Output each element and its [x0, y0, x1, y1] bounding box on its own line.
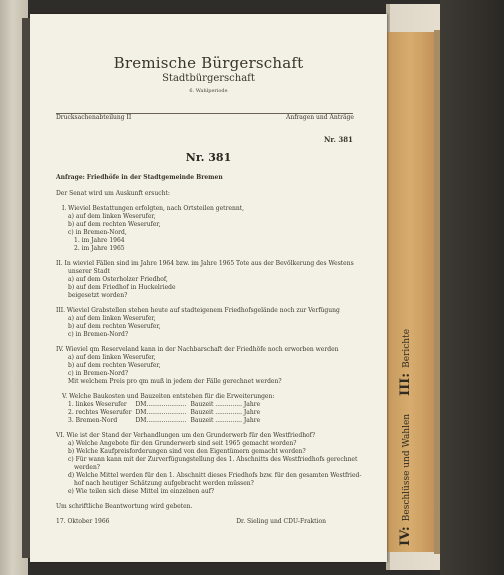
table-cell: DM.....................	[135, 401, 187, 408]
header-title: Bremische Bürgerschaft	[113, 54, 304, 72]
tab-label-berichte[interactable]	[394, 329, 413, 396]
table-cell: Bauzeit .............. Jahre	[190, 409, 261, 416]
binder-spine	[440, 0, 504, 575]
table-cell: 1. linkes Weserufer	[68, 401, 127, 408]
question-4-a: a) auf dem linken Weserufer,	[68, 354, 156, 361]
question-2: II. In wieviel Fällen sind im Jahre 1964 bzw. im Jahre 1965 Tote aus der Bevölkerung des Westens	[56, 260, 354, 267]
question-1-a: a) auf dem linken Weserufer,	[68, 213, 156, 220]
table-cell: Bauzeit .............. Jahre	[190, 401, 261, 408]
document-date: 17. Oktober 1966	[56, 518, 110, 525]
question-6: VI. Wie ist der Stand der Verhandlungen um den Grunderwerb für den Westfriedhof?	[56, 432, 316, 439]
tab-text: Berichte	[402, 328, 412, 368]
section-label: Drucksachenabteilung II	[56, 114, 132, 121]
question-3-a: a) auf dem linken Weserufer,	[68, 315, 156, 322]
question-6-d: d) Welche Mittel werden für den 1. Abschnitt dieses Friedhofs bzw. für den gesamten Westfried-	[68, 472, 362, 479]
question-6-e: e) Wie teilen sich diese Mittel im einzelnen auf?	[68, 488, 215, 495]
tab-label-beschluesse[interactable]	[394, 414, 413, 546]
question-6-d-cont: hof nach heutiger Schätzung aufgebracht werden müssen?	[74, 480, 254, 487]
question-1-b: b) auf dem rechten Weserufer,	[68, 221, 161, 228]
question-2-cont: unserer Stadt	[68, 268, 110, 275]
anfrage-label: Anfrage:	[56, 174, 85, 181]
table-cell: DM.....................	[135, 417, 187, 424]
header-period: 6. Wahlperiode	[189, 88, 228, 94]
question-3-c: c) in Bremen-Nord?	[68, 331, 129, 338]
table-cell: 3. Bremen-Nord	[68, 417, 118, 424]
number-small: Nr. 381	[324, 135, 353, 144]
document-page	[30, 14, 387, 562]
header-subtitle: Stadtbürgerschaft	[162, 73, 255, 84]
question-1-year-2: 2. im Jahre 1965	[74, 245, 125, 252]
question-6-c: c) Für wann kann mit der Zurverfügungstellung des 1. Abschnitts des Westfriedhofs gerechnet	[68, 456, 358, 463]
document-body	[56, 190, 366, 526]
tab-number: IV:	[398, 526, 413, 546]
question-2-a: a) auf dem Osterholzer Friedhof,	[68, 276, 168, 283]
question-3: III. Wieviel Grabstellen stehen heute auf stadteigenem Friedhofsgelände noch zur Verfügung	[56, 307, 340, 314]
closing-text: Um schriftliche Beantwortung wird gebeten.	[56, 503, 193, 510]
question-6-a: a) Welche Angebote für den Grunderwerb sind seit 1965 gemacht worden?	[68, 440, 297, 447]
question-2-b: b) auf dem Friedhof in Huckelriede	[68, 284, 176, 291]
signature: Dr. Sieling und CDU-Fraktion	[236, 518, 326, 525]
number-title: Nr. 381	[185, 151, 232, 164]
table-row	[68, 417, 264, 425]
table-row	[68, 401, 264, 409]
table-cell: 2. rechtes Weserufer	[68, 409, 132, 416]
question-4: IV. Wieviel qm Reserveland kann in der Nachbarschaft der Friedhöfe noch erworben werden	[56, 346, 339, 353]
intro-text: Der Senat wird um Auskunft ersucht:	[56, 190, 170, 197]
anfrage-line	[56, 174, 223, 181]
question-4-b: b) auf dem rechten Weserufer,	[68, 362, 161, 369]
tab-number: III:	[398, 372, 413, 396]
table-cell: DM.....................	[135, 409, 187, 416]
question-1-year-1: 1. im Jahre 1964	[74, 237, 125, 244]
table-row	[68, 409, 264, 417]
table-cell: Bauzeit .............. Jahre	[190, 417, 261, 424]
category-label: Anfragen und Anträge	[286, 114, 354, 121]
question-4-d: Mit welchem Preis pro qm muß in jedem der Fälle gerechnet werden?	[68, 378, 282, 385]
tab-text: Beschlüsse und Wahlen	[402, 413, 412, 522]
cost-table	[68, 401, 264, 425]
question-6-c-cont: werden?	[74, 464, 101, 471]
question-1: I. Wieviel Bestattungen erfolgten, nach Ortsteilen getrennt,	[62, 205, 245, 212]
question-6-b: b) Welche Kaufpreisforderungen sind von den Eigentümern gemacht worden?	[68, 448, 306, 455]
question-5: V. Welche Baukosten und Bauzeiten entstehen für die Erweiterungen:	[62, 393, 275, 400]
signature-line	[56, 518, 326, 526]
question-3-b: b) auf dem rechten Weserufer,	[68, 323, 161, 330]
question-2-c: beigesetzt worden?	[68, 292, 128, 299]
question-4-c: c) in Bremen-Nord?	[68, 370, 129, 377]
anfrage-title: Friedhöfe in der Stadtgemeinde Bremen	[86, 174, 223, 181]
question-1-c: c) in Bremen-Nord,	[68, 229, 127, 236]
